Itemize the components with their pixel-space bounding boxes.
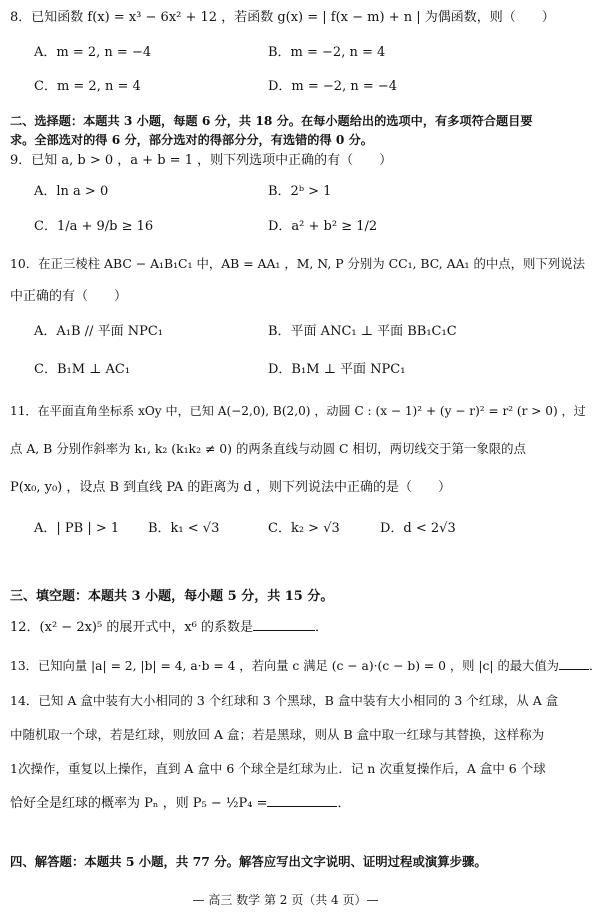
q14-line1: 14．已知 A 盒中装有大小相同的 3 个红球和 3 个黑球，B 盒中装有大小相同的 3 个红球，从 A 盒 [10,693,559,708]
q14-line4 [10,794,350,813]
q11-stem-line1: 11．在平面直角坐标系 xOy 中，已知 A(−2,0), B(2,0) ，动圆 C : (x − 1)² + (y − r)² = r² (r > 0) ，过 [10,404,586,418]
q14-line2: 中随机取一个球，若是红球，则放回 A 盒；若是黑球，则从 B 盒中取一红球与其替换，这样称为 [10,727,545,742]
q13-period: ． [588,659,601,673]
q8-stem: 8．已知函数 f(x) = x³ − 6x² + 12 ，若函数 g(x) = | f(x − m) + n | 为偶函数，则（ ） [10,10,555,25]
page-footer: — 高三 数学 第 2 页（共 4 页）— [192,893,379,907]
q8-option-d: D．m = −2, n = −4 [268,79,398,94]
q9-option-a: A．ln a > 0 [34,184,109,199]
section-4-heading: 四、解答题：本题共 5 小题，共 77 分。解答应写出文字说明、证明过程或演算步骤。 [10,854,487,869]
section-2-heading-line2: 求。全部选对的得 6 分，部分选对的得部分分，有选错的得 0 分。 [10,133,373,147]
q11-option-c: C．k₂ > √3 [268,521,340,536]
section-3-heading: 三、填空题：本题共 3 小题，每小题 5 分，共 15 分。 [10,589,334,604]
q9-stem: 9．已知 a, b > 0 ，a + b = 1 ，则下列选项中正确的有（ ） [10,153,393,168]
q10-stem-line1: 10．在正三棱柱 ABC − A₁B₁C₁ 中，AB = AA₁ ，M, N, P 分别为 CC₁, BC, AA₁ 的中点，则下列说法 [10,256,585,271]
q9-option-c: C．1/a + 9/b ≥ 16 [34,219,154,234]
bleed-through-mark [470,30,473,41]
q12-answer-blank[interactable] [253,618,315,631]
q14-line3: 1次操作，重复以上操作，直到 A 盒中 6 个球全是红球为止．记 n 次重复操作后，A 盒中 6 个球 [10,761,546,776]
q10-option-c: C．B₁M ⊥ AC₁ [34,362,131,377]
q13-line [10,657,601,675]
q12-period: ． [315,620,329,635]
q10-option-d: D．B₁M ⊥ 平面 NPC₁ [268,362,406,377]
q8-option-b: B．m = −2, n = 4 [268,45,386,60]
q10-option-a: A．A₁B // 平面 NPC₁ [34,324,163,339]
section-2-heading-line1: 二、选择题：本题共 3 小题，每题 6 分，共 18 分。在每小题给出的选项中，有多项符合题目要 [10,114,533,128]
q10-stem-line2: 中正确的有（ ） [10,289,128,304]
q13-text: 13．已知向量 |a| = 2, |b| = 4, a·b = 4 ，若向量 c 满足 (c − a)·(c − b) = 0 ，则 |c| 的最大值为 [10,659,559,673]
q9-option-d: D．a² + b² ≥ 1/2 [268,219,378,234]
q11-stem-line2: 点 A, B 分别作斜率为 k₁, k₂ (k₁k₂ ≠ 0) 的两条直线与动圆 C 相切，两切线交于第一象限的点 [10,441,526,456]
q14-period: ． [337,796,351,811]
q14-answer-blank[interactable] [267,794,337,807]
q11-option-d: D．d < 2√3 [380,521,456,536]
q11-option-a: A．| PB | > 1 [34,521,120,536]
q9-option-b: B．2ᵇ > 1 [268,184,332,199]
q13-answer-blank[interactable] [559,657,589,670]
q12-line [10,618,328,637]
q8-option-a: A．m = 2, n = −4 [34,45,152,60]
q11-option-b: B．k₁ < √3 [148,521,220,536]
q14-text: 恰好全是红球的概率为 Pₙ ，则 P₅ − ½P₄ = [10,796,268,811]
q11-stem-line3: P(x₀, y₀) ，设点 B 到直线 PA 的距离为 d ，则下列说法中正确的是（ ） [10,480,451,495]
q8-option-c: C．m = 2, n = 4 [34,79,141,94]
q12-text: 12．(x² − 2x)⁵ 的展开式中，x⁶ 的系数是 [10,620,254,635]
q10-option-b: B．平面 ANC₁ ⊥ 平面 BB₁C₁C [268,324,457,339]
